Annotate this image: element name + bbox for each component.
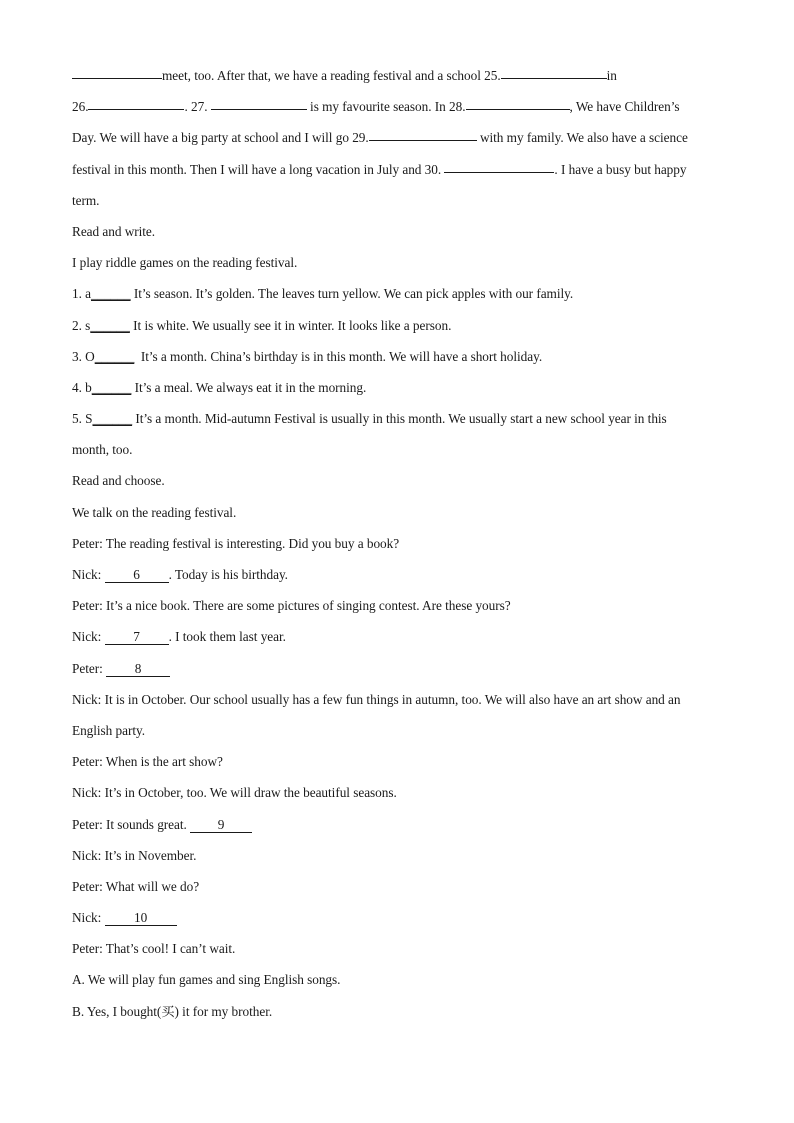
riddle-item-2: 2. s______ It is white. We usually see it in winter. It looks like a person. [72,317,452,333]
choice-blank-7[interactable]: 7 [105,630,169,645]
riddle-item-1: 1. a______ It’s season. It’s golden. The leaves turn yellow. We can pick apples with our family. [72,286,574,302]
dialogue-line: Peter: It’s a nice book. There are some pictures of singing contest. Are these yours? [72,598,511,614]
section-intro: I play riddle games on the reading festival. [72,255,298,271]
choice-blank-9[interactable]: 9 [190,818,252,833]
riddle-item-5-continued: month, too. [72,442,133,458]
dialogue-line: Nick: It’s in October, too. We will draw the beautiful seasons. [72,785,397,801]
passage-line-2: 26. . 27. is my favourite season. In 28. , We have Children’s [72,91,732,122]
passage-line-3: Day. We will have a big party at school and I will go 29. with my family. We also have a science [72,122,732,153]
dialogue-line: Peter: That’s cool! I can’t wait. [72,941,236,957]
riddle-item-5: 5. S______ It’s a month. Mid-autumn Festival is usually in this month. We usually start a new school year in this [72,411,667,427]
passage-line-5: term. [72,192,100,208]
worksheet-page [72,60,732,1027]
dialogue-line: Peter: 8 [72,653,732,684]
dialogue-line-continued: English party. [72,722,146,738]
passage-line-4: festival in this month. Then I will have a long vacation in July and 30. . I have a busy but happy [72,154,732,185]
dialogue-line: Peter: The reading festival is interesting. Did you buy a book? [72,535,400,551]
answer-blank-26[interactable] [88,95,184,110]
answer-blank-28[interactable] [466,95,570,110]
answer-blank-25[interactable] [501,64,607,79]
riddle-blank-3[interactable]: ______ [94,348,135,364]
answer-blank-29[interactable] [369,126,477,141]
riddle-blank-5[interactable]: ______ [92,411,133,427]
section-title-read-and-choose: Read and choose. [72,473,165,489]
riddle-blank-4[interactable]: ______ [91,379,132,395]
dialogue-line: Peter: When is the art show? [72,754,223,770]
riddle-item-3: 3. O______ It’s a month. China’s birthday is in this month. We will have a short holiday. [72,348,543,364]
dialogue-intro: We talk on the reading festival. [72,504,237,520]
dialogue-line: Peter: What will we do? [72,878,200,894]
choice-blank-6[interactable]: 6 [105,568,169,583]
dialogue-line: Nick: It’s in November. [72,847,197,863]
passage-line-1: meet, too. After that, we have a reading festival and a school 25. in [72,60,732,91]
riddle-blank-2[interactable]: ______ [90,317,130,333]
answer-blank-30[interactable] [444,158,554,173]
dialogue-line: Nick: 10 [72,902,732,933]
choice-blank-10[interactable]: 10 [105,911,177,926]
choice-blank-8[interactable]: 8 [106,662,170,677]
dialogue-line: Nick: It is in October. Our school usually has a few fun things in autumn, too. We will also have an art show and an [72,691,681,707]
dialogue-line: Nick: 6 . Today is his birthday. [72,567,288,582]
section-title-read-and-write: Read and write. [72,223,156,239]
option-a: A. We will play fun games and sing English songs. [72,972,341,988]
answer-blank-27[interactable] [211,95,307,110]
riddle-blank-1[interactable]: ______ [91,286,131,302]
riddle-item-4: 4. b______ It’s a meal. We always eat it in the morning. [72,379,367,395]
option-b: B. Yes, I bought(买) it for my brother. [72,1003,273,1019]
dialogue-line: Peter: It sounds great. 9 [72,809,732,840]
dialogue-line: Nick: 7 . I took them last year. [72,629,286,645]
answer-blank-24[interactable] [72,64,162,79]
